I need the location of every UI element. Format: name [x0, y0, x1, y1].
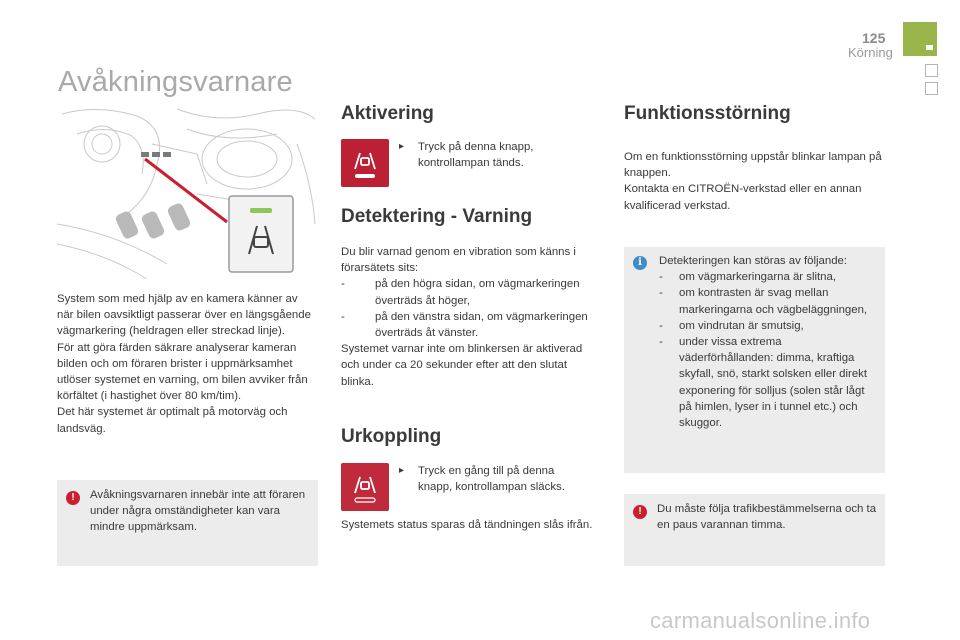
lane-departure-button-icon	[341, 463, 389, 511]
heading-aktivering: Aktivering	[341, 103, 434, 124]
intro-text	[57, 291, 317, 437]
funktionsstorning-text: Om en funktionsstörning uppstår blinkar lampan på knappen. Kontakta en CITROËN-verkstad eller en annan kvalificerad verkstad.	[624, 151, 882, 212]
arrow-bullet-icon: ▸	[399, 465, 405, 476]
urkoppling-note: Systemets status sparas då tändningen slås ifrån.	[341, 519, 593, 531]
dashboard-illustration	[57, 104, 317, 279]
heading-detektering: Detektering - Varning	[341, 206, 533, 227]
warning-text: Du måste följa trafikbestämmelserna och ta en paus varannan timma.	[657, 503, 877, 532]
empty-tab-box	[925, 64, 938, 77]
list-item: - på den högra sidan, om vägmarkeringen överträds åt höger,	[341, 278, 580, 307]
watermark: carmanualsonline.info	[650, 608, 871, 633]
section-tab	[903, 22, 937, 56]
section-name: Körning	[848, 45, 893, 60]
warning-text: Avåkningsvarnaren innebär inte att föraren under några omständigheter kan vara mindre uppmärksam.	[90, 489, 306, 534]
intro-paragraph: För att göra färden säkrare analyserar kameran bilden och om föraren brister i uppmärksamhet utlöser systemet en varning, om bilen avviker från körfältet (i hastighet över 80 km/tim).	[57, 341, 308, 403]
warning-icon: !	[66, 491, 80, 505]
info-panel	[624, 247, 885, 473]
warning-panel	[624, 494, 885, 566]
heading-urkoppling: Urkoppling	[341, 426, 442, 447]
list-item: - om vägmarkeringarna är slitna,	[659, 271, 837, 284]
list-item: - under vissa extrema väderförhållanden: dimma, kraftiga skyfall, snö, starkt solsken eller direkt exponering för solljus (solen står lågt på himlen, lyser in i tunnel etc.) och skuggor.	[659, 336, 868, 430]
list-item: - om kontrasten är svag mellan markeringarna och vägbeläggningen,	[659, 287, 868, 316]
info-icon: i	[633, 256, 647, 270]
detektering-intro: Du blir varnad genom en vibration som känns i förarsätets sits:	[341, 246, 576, 275]
info-text: Detekteringen kan störas av följande: - om vägmarkeringarna är slitna, - om kontrasten är svag mellan markeringarna och vägbeläggningen, - om vindrutan är smutsig, - under vissa extrema väderförhållanden: dimma, kraftiga skyfall, snö, starkt solsken eller direkt exponering för solljus (solen står lågt på himlen, lyser in i tunnel etc.) och skuggor.	[659, 253, 879, 431]
warning-panel	[57, 480, 318, 566]
aktivering-instruction: ▸ Tryck på denna knapp, kontrollampan tänds.	[399, 141, 534, 170]
page-title: Avåkningsvarnare	[58, 66, 293, 98]
page-number: 125	[862, 30, 886, 46]
intro-paragraph: System som med hjälp av en kamera känner av när bilen oavsiktligt passerar över en längsgående vägmarkering (heldragen eller streckad linje).	[57, 293, 311, 338]
detektering-text	[341, 244, 603, 390]
list-item: - om vindrutan är smutsig,	[659, 319, 804, 332]
detektering-outro: Systemet varnar inte om blinkersen är aktiverad och under ca 20 sekunder efter att den slutat blinka.	[341, 343, 583, 388]
intro-paragraph: Det här systemet är optimalt på motorväg och landsväg.	[57, 406, 288, 435]
empty-tab-box	[925, 82, 938, 95]
arrow-bullet-icon: ▸	[399, 141, 405, 152]
lane-departure-button-icon	[341, 139, 389, 187]
warning-icon: !	[633, 505, 647, 519]
urkoppling-instruction: ▸ Tryck en gång till på denna knapp, kontrollampan släcks.	[399, 465, 565, 494]
heading-funktionsstorning: Funktionsstörning	[624, 103, 791, 124]
list-item: - på den vänstra sidan, om vägmarkeringen överträds åt vänster.	[341, 310, 588, 340]
